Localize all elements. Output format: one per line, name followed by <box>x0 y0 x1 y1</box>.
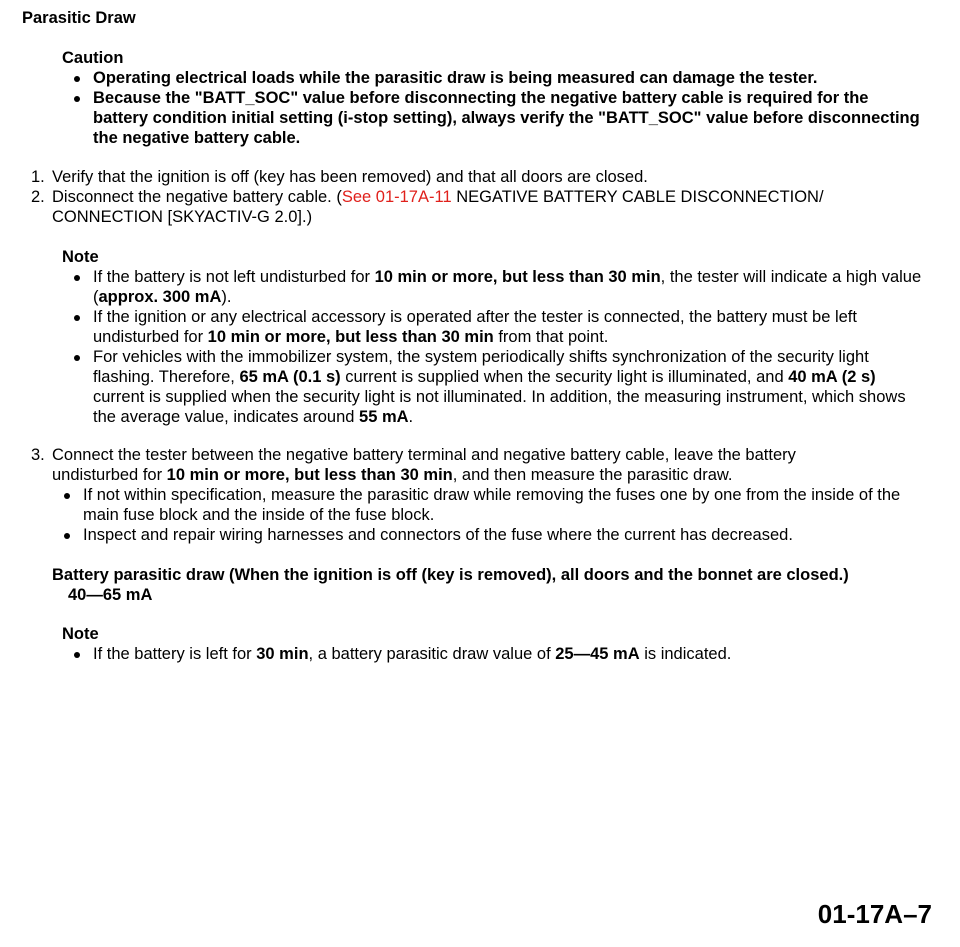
note-item: If the battery is not left undisturbed for 10 min or more, but less than 30 min, the tester will indicate a high value (approx. 300 mA). <box>62 267 932 307</box>
spec-label: Battery parasitic draw (When the ignition is off (key is removed), all doors and the bonnet are closed.) <box>52 566 849 584</box>
note-item: For vehicles with the immobilizer system, the system periodically shifts synchronization of the security light flashing. Therefore, 65 mA (0.1 s) current is supplied when the security light is illuminated, and 40 mA (2 s) current is supplied when the security light is not illuminated. In addition, the measuring instrument, which shows the average value, indicates around 55 mA. <box>62 347 917 427</box>
note-block <box>62 247 932 427</box>
step-text: NEGATIVE BATTERY CABLE DISCONNECTION/ CONNECTION [SKYACTIV-G 2.0].) <box>52 188 824 226</box>
section-title: Parasitic Draw <box>22 9 136 27</box>
note-label: Note <box>62 248 99 266</box>
step-1 <box>31 167 932 187</box>
step-bullet-item: If not within specification, measure the parasitic draw while removing the fuses one by one from the inside of the main fuse block and the inside of the fuse block. <box>52 485 927 525</box>
note-list <box>62 267 932 427</box>
note-item: If the battery is left for 30 min, a battery parasitic draw value of 25—45 mA is indicated. <box>62 644 932 664</box>
page-number: 01-17A–7 <box>817 899 932 929</box>
step-text: Disconnect the negative battery cable. ( <box>52 188 342 206</box>
caution-item: Operating electrical loads while the parasitic draw is being measured can damage the tester. <box>62 68 922 88</box>
step-3 <box>31 445 932 545</box>
spec-value: 40—65 mA <box>68 586 153 604</box>
note-list <box>62 644 932 664</box>
step-2 <box>31 187 912 227</box>
step-text: , and then measure the parasitic draw. <box>452 466 733 484</box>
specification-block <box>52 565 942 605</box>
steps-list <box>31 167 932 227</box>
caution-list <box>62 68 922 148</box>
note-item: If the ignition or any electrical accessory is operated after the tester is connected, the battery must be left undisturbed for 10 min or more, but less than 30 min from that point. <box>62 307 932 347</box>
step-text-bold: 10 min or more, but less than 30 min <box>166 466 453 484</box>
step-number: 3. <box>31 446 45 464</box>
step-text: Connect the tester between the negative battery terminal and negative battery cable, leave the battery undisturbed for <box>52 446 796 484</box>
caution-block <box>62 48 922 148</box>
caution-label: Caution <box>62 49 124 67</box>
note-block-2 <box>62 624 932 664</box>
step-bullet-item: Inspect and repair wiring harnesses and connectors of the fuse where the current has decreased. <box>52 525 927 545</box>
note-label: Note <box>62 625 99 643</box>
step-number: 2. <box>31 188 45 206</box>
step-number: 1. <box>31 168 45 186</box>
step-3-bullets <box>52 485 927 545</box>
caution-item: Because the "BATT_SOC" value before disconnecting the negative battery cable is required for the battery condition initial setting (i-stop setting), always verify the "BATT_SOC" value before disconnecting the negative battery cable. <box>62 88 922 148</box>
step-text: Verify that the ignition is off (key has been removed) and that all doors are closed. <box>52 168 648 186</box>
cross-reference-link[interactable]: See 01-17A-11 <box>341 188 452 206</box>
